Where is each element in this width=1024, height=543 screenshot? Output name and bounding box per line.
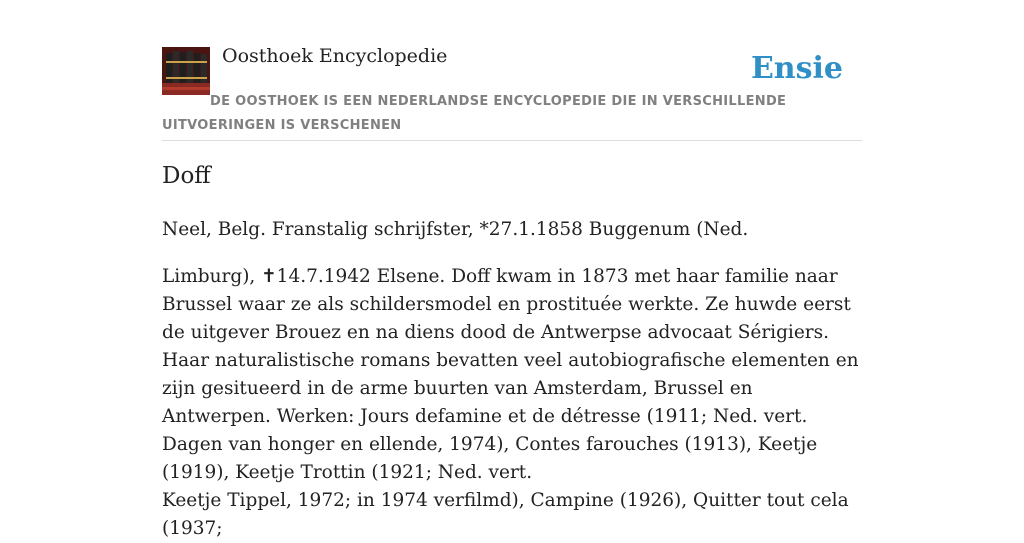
site-avatar[interactable] <box>162 47 210 95</box>
site-tagline: DE OOSTHOEK IS EEN NEDERLANDSE ENCYCLOPEDIE DIE IN VERSCHILLENDE UITVOERINGEN IS VERSCHENEN <box>162 94 787 133</box>
book-spines-icon <box>162 47 210 95</box>
article-paragraph: Limburg), ✝14.7.1942 Elsene. Doff kwam in 1873 met haar familie naar Brussel waar ze als schildersmodel en prostituée werkte. Ze huwde eerst de uitgever Brouez en na diens dood de Antwerpse advocaat Sérigiers. Haar naturalistische romans bevatten veel autobiografische elementen en zijn gesitueerd in de arme buurten van Amsterdam, Brussel en Antwerpen. Werken: Jours defamine et de détresse (1911; Ned. vert. Dagen van honger en ellende, 1974), Contes farouches (1913), Keetje (1919), Keetje Trottin (1921; Ned. vert. <box>162 266 859 483</box>
ensie-brand-logo[interactable]: Ensie <box>750 51 843 86</box>
page <box>162 0 862 539</box>
article-paragraph: Neel, Belg. Franstalig schrijfster, *27.1.1858 Buggenum (Ned. <box>162 219 749 240</box>
site-name-link[interactable]: Oosthoek Encyclopedie <box>222 45 448 67</box>
article-title: Doff <box>162 163 211 189</box>
site-header <box>162 0 862 141</box>
article-paragraph: Keetje Tippel, 1972; in 1974 verfilmd), Campine (1926), Quitter tout cela (1937; <box>162 490 849 539</box>
